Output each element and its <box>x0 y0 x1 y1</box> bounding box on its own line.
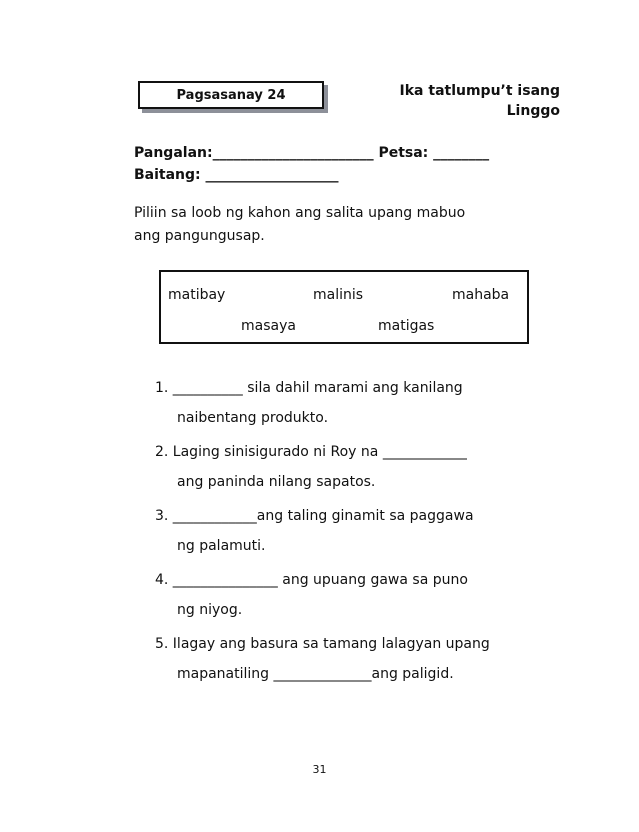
question-1-line-2: naibentang produkto. <box>177 410 329 426</box>
week-line-1: Ika tatlumpu’t isang <box>399 83 560 99</box>
word-choice: masaya <box>241 318 296 334</box>
question-4-line-1: 4. _______________ ang upuang gawa sa puno <box>155 572 468 588</box>
word-choice: malinis <box>313 287 364 303</box>
word-choice: matigas <box>378 318 435 334</box>
page-number: 31 <box>312 763 327 776</box>
question-5-line-2: mapanatiling ______________ang paligid. <box>177 666 454 682</box>
question-4-line-2: ng niyog. <box>177 602 243 618</box>
week-label <box>376 81 560 121</box>
activity-tab <box>138 81 324 109</box>
question-5-line-1: 5. Ilagay ang basura sa tamang lalagyan upang <box>155 636 490 652</box>
instruction-text <box>134 202 554 248</box>
word-choice: matibay <box>168 287 226 303</box>
week-line-2: Linggo <box>506 103 560 119</box>
name-date-field[interactable]: Pangalan:_______________________ Petsa: ________ <box>134 145 490 161</box>
instruction-line-1: Piliin sa loob ng kahon ang salita upang mabuo <box>134 205 466 221</box>
question-3-line-2: ng palamuti. <box>177 538 266 554</box>
activity-label: Pagsasanay 24 <box>176 87 286 103</box>
question-2-line-2: ang paninda nilang sapatos. <box>177 474 376 490</box>
question-2-line-1: 2. Laging sinisigurado ni Roy na ____________ <box>155 444 467 460</box>
question-1-line-1: 1. __________ sila dahil marami ang kanilang <box>155 380 463 396</box>
instruction-line-2: ang pangungusap. <box>134 228 265 244</box>
question-3-line-1: 3. ____________ang taling ginamit sa paggawa <box>155 508 474 524</box>
word-choice: mahaba <box>452 287 510 303</box>
word-choice-box <box>159 270 529 344</box>
grade-field[interactable]: Baitang: ___________________ <box>134 167 339 183</box>
